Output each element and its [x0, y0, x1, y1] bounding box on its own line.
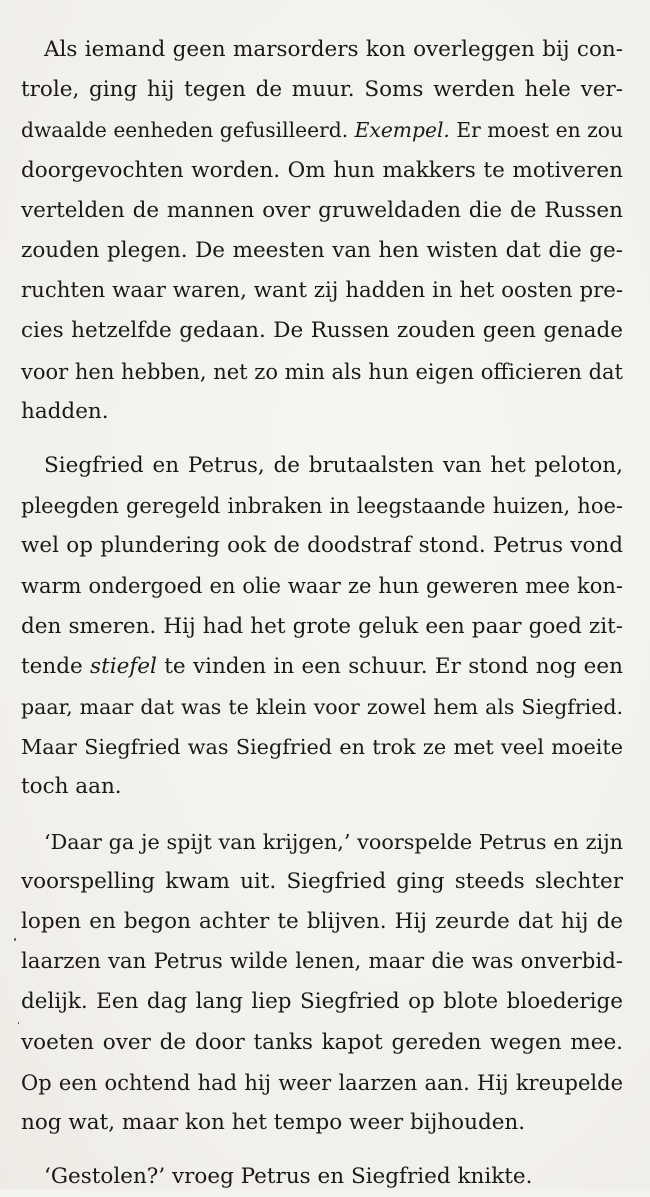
text-line: Op een ochtend had hij weer laarzen aan. Hij kreupelde — [21, 1070, 623, 1095]
text-line: zouden plegen. De meesten van hen wisten dat die ge- — [21, 237, 623, 263]
paragraph-4 — [21, 1157, 623, 1197]
text-segment: tende — [21, 653, 83, 679]
body-text — [21, 30, 623, 1197]
text-line: vertelden de mannen over gruweldaden die de Russen — [21, 197, 623, 223]
text-segment: dwaalde eenheden gefusilleerd. — [21, 118, 349, 143]
text-line: pleegden geregeld inbraken in leegstaande huizen, hoe- — [21, 494, 623, 519]
text-line: den smeren. Hij had het grote geluk een paar goed zit- — [21, 613, 623, 639]
text-line: ‘Gestolen?’ vroeg Petrus en Siegfried knikte. — [44, 1164, 533, 1190]
text-line: ruchten waar waren, want zij hadden in het oosten pre- — [21, 278, 623, 304]
text-line: Maar Siegfried was Siegfried en trok ze met veel moeite — [21, 735, 623, 760]
text-line: voeten over de door tanks kapot gereden wegen mee. — [21, 1029, 623, 1055]
paper-speck — [14, 938, 16, 941]
text-line: doorgevochten worden. Om hun makkers te motiveren — [21, 157, 623, 183]
text-line: voor hen hebben, net zo min als hun eigen officieren dat — [21, 359, 623, 384]
paragraph-3 — [21, 822, 623, 1144]
paragraph-2 — [21, 446, 623, 808]
text-segment: te vinden in een schuur. Er stond nog een — [164, 653, 623, 679]
text-line: lopen en begon achter te blijven. Hij zeurde dat hij de — [21, 908, 623, 934]
text-line: trole, ging hij tegen de muur. Soms werden hele ver- — [21, 77, 623, 103]
emphasis-exempel: Exempel. — [354, 118, 450, 143]
text-line: delijk. Een dag lang liep Siegfried op blote bloederige — [21, 989, 623, 1015]
text-line: paar, maar dat was te klein voor zowel hem als Siegfried. — [21, 695, 623, 719]
text-line: laarzen van Petrus wilde lenen, maar die was onverbid- — [21, 949, 623, 975]
text-line: nog wat, maar kon het tempo weer bijhouden. — [21, 1109, 526, 1135]
text-line: warm ondergoed en olie waar ze hun geweren mee kon- — [21, 574, 623, 599]
text-line: cies hetzelfde gedaan. De Russen zouden geen genade — [21, 318, 623, 344]
text-line: Als iemand geen marsorders kon overleggen bij con- — [44, 37, 623, 62]
text-line: voorspelling kwam uit. Siegfried ging steeds slechter — [21, 868, 623, 894]
text-line: toch aan. — [21, 774, 122, 800]
text-segment: Er moest en zou — [456, 118, 624, 143]
text-line: hadden. — [21, 398, 109, 424]
paragraph-1 — [21, 30, 623, 432]
text-line: wel op plundering ook de doodstraf stond. Petrus vond — [21, 533, 623, 559]
text-line: ‘Daar ga je spijt van krijgen,’ voorspelde Petrus en zijn — [44, 829, 623, 854]
text-line: Siegfried en Petrus, de brutaalsten van het peloton, — [44, 452, 623, 478]
emphasis-stiefel: stiefel — [90, 653, 157, 679]
text-line — [21, 110, 623, 150]
text-line — [21, 647, 623, 687]
paper-speck — [18, 1022, 19, 1024]
